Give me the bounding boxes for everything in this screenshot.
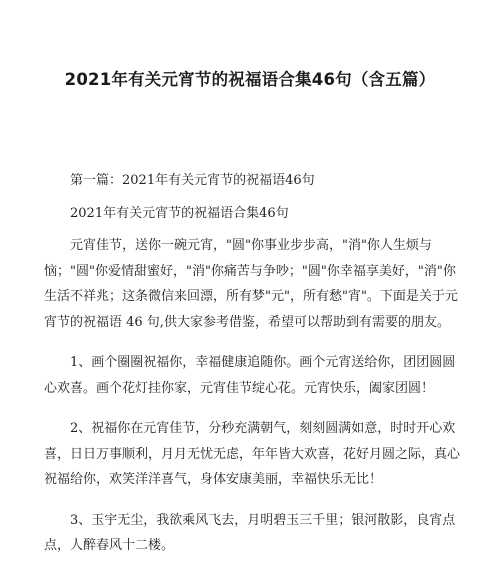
section-subheading: 2021年有关元宵节的祝福语合集46句 xyxy=(70,205,289,221)
section-heading: 第一篇：2021年有关元宵节的祝福语46句 xyxy=(70,173,315,188)
blessing-paragraph-2: 2、祝福你在元宵佳节，分秒充满朝气，刻刻圆满如意，时时开心欢喜，日日万事顺利，月月无忧无虑，年年皆大欢喜，花好月圆之际，真心祝福给你，欢笑洋洋喜气，身体安康美丽，幸福快乐无比！ xyxy=(44,421,461,487)
document-body xyxy=(44,168,464,559)
blessing-paragraph-1: 1、画个圈圈祝福你，幸福健康追随你。画个元宵送给你，团团圆圆心欢喜。画个花灯挂你家，元宵佳节绽心花。元宵快乐，阖家团圆！ xyxy=(44,355,456,396)
blessing-paragraph-3: 3、玉宇无尘，我欲乘风飞去，月明碧玉三千里；银河散影，良宵点点，人醉春风十二楼。 xyxy=(44,512,456,553)
intro-paragraph: 元宵佳节，送你一碗元宵，"圆"你事业步步高，"消"你人生烦与恼；"圆"你爱情甜蜜好，"消"你痛苦与争吵；"圆"你幸福享美好，"消"你生活不祥兆；这条微信来回漂，所有梦"元"，所有愁"宵"。下面是关于元宵节的祝福语 46 句,供大家参考借鉴，希望可以帮助到有需要的朋友。 xyxy=(44,238,458,330)
document-title: 2021年有关元宵节的祝福语合集46句（含五篇） xyxy=(64,70,436,89)
